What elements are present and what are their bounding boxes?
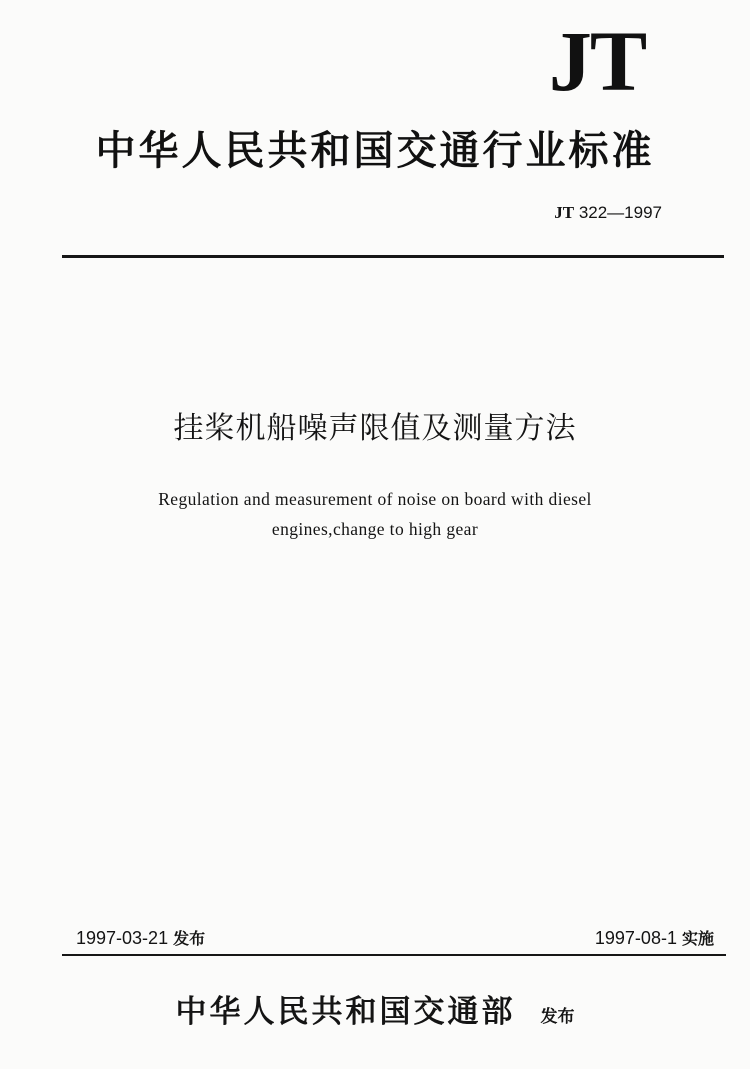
- bottom-rule: [62, 954, 726, 956]
- standard-code: [554, 202, 662, 224]
- document-title-en-line1: Regulation and measurement of noise on board with diesel: [158, 489, 592, 509]
- issue-date: [76, 926, 205, 951]
- issue-date-label: 发布: [173, 929, 206, 948]
- publisher: [0, 992, 750, 1037]
- document-title-en: [0, 484, 750, 544]
- org-title: 中华人民共和国交通行业标准: [95, 127, 655, 174]
- jt-logo: JT: [528, 22, 666, 100]
- document-title-en-line2: engines,change to high gear: [271, 519, 479, 539]
- document-title-cn: 挂桨机船噪声限值及测量方法: [173, 411, 577, 446]
- standard-code-prefix: JT: [554, 203, 575, 222]
- top-rule: [62, 255, 724, 258]
- issue-date-value: 1997-03-21: [76, 928, 169, 948]
- publisher-action: 发布: [540, 1007, 575, 1027]
- effective-date-label: 实施: [681, 929, 714, 948]
- standard-code-number: 322—1997: [578, 203, 662, 222]
- effective-date-value: 1997-08-1: [594, 928, 677, 948]
- publisher-name: 中华人民共和国交通部: [175, 994, 516, 1030]
- effective-date: [595, 926, 714, 951]
